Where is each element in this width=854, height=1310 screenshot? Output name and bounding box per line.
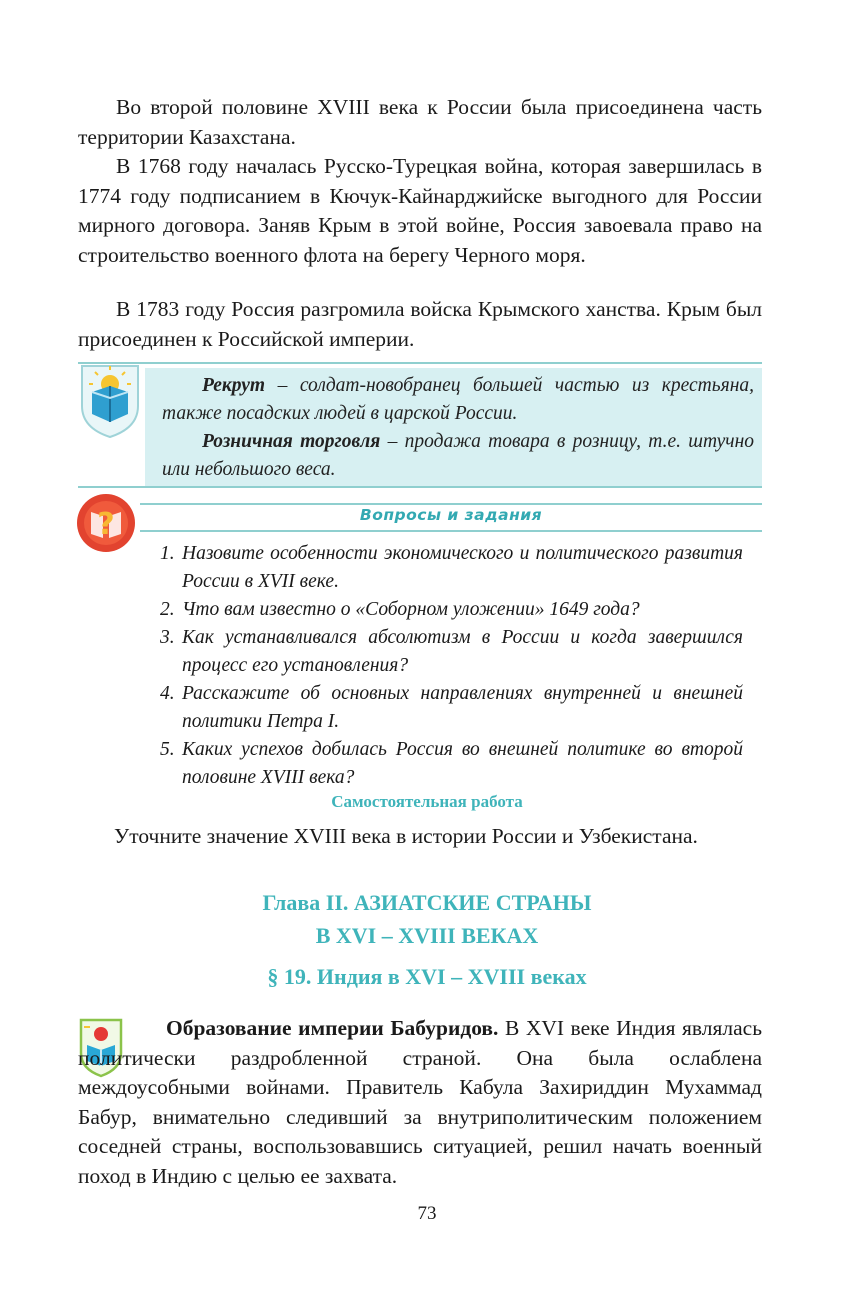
question-item	[160, 540, 743, 596]
term-recruit: Рекрут	[202, 375, 266, 396]
glossary-text	[162, 372, 754, 484]
question-item	[160, 736, 743, 792]
glossary-bottom-rule	[78, 486, 762, 488]
question-text: Каких успехов добилась Россия во внешней политике во второй половине XVIII века?	[182, 739, 743, 788]
book-shield-icon	[78, 362, 142, 440]
glossary-top-rule	[78, 362, 762, 364]
independent-work-task	[78, 822, 762, 852]
question-text: Что вам известно о «Соборном уложении» 1649 года?	[182, 599, 640, 620]
question-number: 3.	[160, 627, 175, 648]
question-number: 4.	[160, 683, 175, 704]
questions-top-rule	[140, 503, 762, 505]
paragraph-text: В 1783 году Россия разгромила войска Крымского ханства. Крым был присоединен к Российской империи.	[78, 297, 762, 351]
question-item	[160, 596, 743, 624]
paragraph-baburid-empire	[78, 1014, 762, 1191]
chapter-heading-line2: В XVI – XVIII ВЕКАХ	[315, 923, 539, 948]
question-text: Назовите особенности экономического и политического развития России в XVII веке.	[182, 543, 743, 592]
question-mark-icon	[75, 492, 137, 554]
paragraph-text: Во второй половине XVIII века к России была присоединена часть территории Казахстана.	[78, 95, 762, 149]
section-heading: § 19. Индия в XVI – XVIII веках	[267, 964, 587, 989]
paragraph-crimea	[78, 295, 762, 354]
questions-bottom-rule	[140, 530, 762, 532]
term-retail-trade: Розничная торговля	[202, 431, 381, 452]
question-number: 2.	[160, 599, 175, 620]
questions-list	[160, 540, 743, 792]
question-number: 1.	[160, 543, 175, 564]
question-item	[160, 680, 743, 736]
question-item	[160, 624, 743, 680]
paragraph-text: В 1768 году началась Русско-Турецкая война, которая завершилась в 1774 году подписанием в Кючук-Кайнарджийске выгодного для России мирного договора. Заняв Крым в этой войне, Россия завоевала право на строительство военного флота на берегу Черного моря.	[78, 154, 762, 267]
question-text: Расскажите об основных направлениях внутренней и внешней политики Петра I.	[182, 683, 743, 732]
svg-text:?: ?	[97, 507, 115, 542]
definition-recruit: – солдат-новобранец большей частью из крестьяна, также посадских людей в царской России.	[162, 375, 754, 424]
paragraph-lead-bold: Образование империи Бабуридов.	[166, 1016, 499, 1040]
paragraph-russo-turkish-war	[78, 152, 762, 270]
question-text: Как устанавливался абсолютизм в России и когда завершился процесс его установления?	[182, 627, 743, 676]
chapter-heading	[0, 886, 854, 952]
page-number: 73	[417, 1203, 437, 1224]
task-text: Уточните значение XVIII века в истории России и Узбекистана.	[114, 824, 698, 848]
definition-retail-trade: – продажа товара в розницу, т.е. штучно или небольшого веса.	[162, 431, 754, 480]
questions-title: Вопросы и задания	[359, 506, 543, 524]
paragraph-kazakhstan	[78, 93, 762, 152]
chapter-heading-line1: Глава II. АЗИАТСКИЕ СТРАНЫ	[262, 890, 592, 915]
paragraph-text: В XVI веке Индия являлась политически раздробленной страной. Она была ослаблена междоусобными войнами. Правитель Кабула Захириддин Мухаммад Бабур, внимательно следивший за внутриполитическим положением соседней страны, воспользовавшись ситуацией, решил начать военный поход в Индию с целью ее захвата.	[78, 1016, 763, 1188]
independent-work-title: Самостоятельная работа	[331, 792, 523, 811]
question-number: 5.	[160, 739, 175, 760]
